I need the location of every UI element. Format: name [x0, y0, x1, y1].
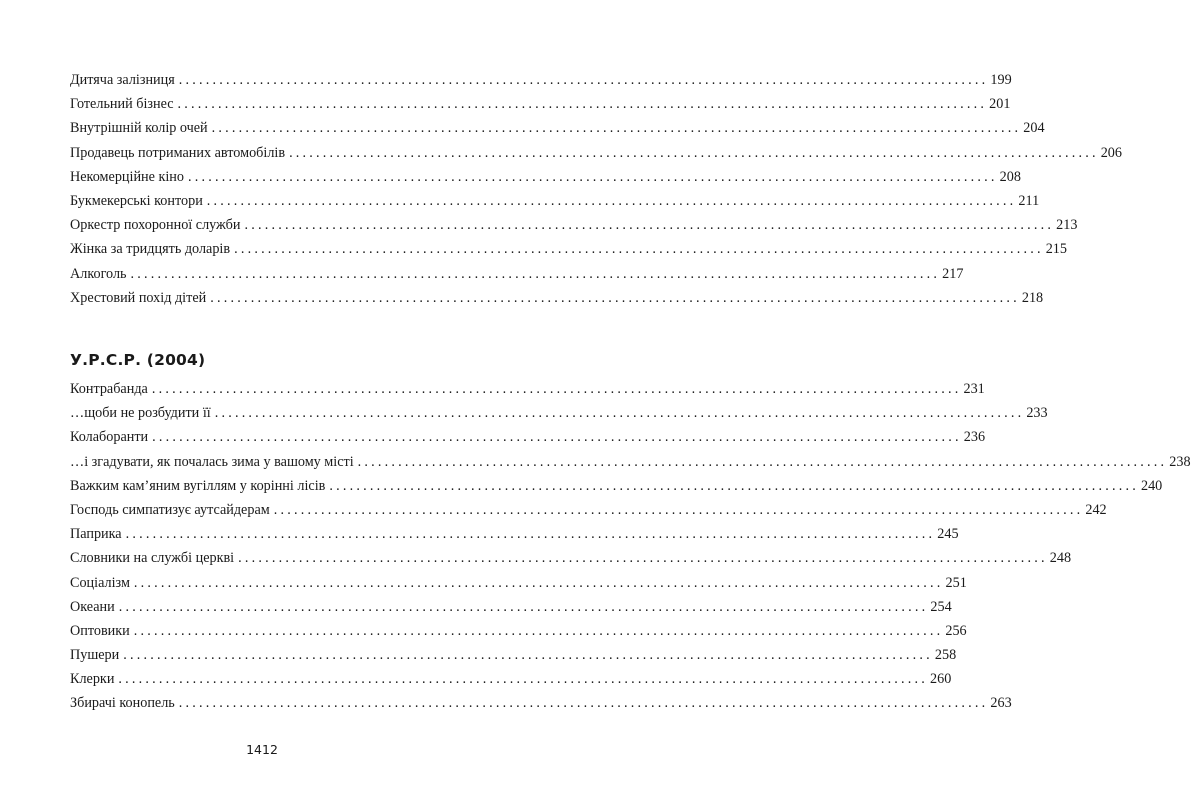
toc-entry-title: Контрабанда [70, 381, 148, 397]
dot-leader: ........................................................................................................................ [234, 241, 1044, 258]
toc-entry-page: 254 [930, 598, 952, 615]
toc-entry-page: 260 [930, 671, 952, 688]
toc-entry [70, 189, 1040, 213]
toc-entry-title: Хрестовий похід дітей [70, 289, 207, 306]
toc-entry [70, 92, 1011, 116]
dot-leader: ........................................................................................................................ [289, 144, 1099, 161]
toc-entry [70, 262, 964, 286]
toc-entry [70, 522, 959, 546]
toc-entry-title: Оркестр похоронної служби [70, 217, 241, 234]
dot-leader: ........................................................................................................................ [206, 192, 1017, 209]
toc-entry-title: Оптовики [70, 622, 130, 639]
dot-leader: ........................................................................................................................ [188, 168, 998, 185]
toc-entry-title: Словники на службі церкві [70, 550, 235, 567]
toc-entry-page: 263 [990, 695, 1012, 712]
toc-entry-title: Океани [70, 598, 115, 615]
toc-entry-page: 248 [1049, 550, 1072, 567]
dot-leader: ........................................................................................................................ [178, 72, 989, 88]
toc-entry-title: Важким кам’яним вугіллям у корінні лісів [70, 477, 326, 494]
toc-entry [70, 667, 952, 691]
dot-leader: ........................................................................................................................ [214, 405, 1025, 422]
toc-entry-title: Паприка [70, 526, 122, 543]
dot-leader: ........................................................................................................................ [125, 526, 936, 543]
toc-entry-page: 215 [1045, 241, 1067, 258]
toc-entry-page: 242 [1085, 501, 1107, 518]
dot-leader: ........................................................................................................................ [133, 574, 944, 591]
toc-entry-title: Некомерційне кіно [70, 168, 184, 185]
dot-leader: ........................................................................................................................ [123, 647, 933, 664]
toc-entry-page: 206 [1100, 144, 1122, 161]
dot-leader: ........................................................................................................................ [130, 265, 941, 282]
dot-leader: ........................................................................................................................ [329, 477, 1139, 494]
section-heading: У.Р.С.Р. (2004) [70, 351, 206, 369]
toc-entry-title: Жінка за тридцять доларів [70, 241, 231, 258]
toc-entry-title: Готельний бізнес [70, 96, 174, 113]
toc-entry-page: 240 [1140, 477, 1163, 494]
toc-entry [70, 68, 1012, 92]
toc-entry-title: Збирачі конопель [70, 695, 175, 712]
toc-entry [70, 377, 985, 401]
toc-entry-page: 236 [963, 429, 986, 446]
dot-leader: ........................................................................................................................ [244, 217, 1055, 234]
toc-entry [70, 286, 1044, 310]
toc-entry-page: 201 [989, 96, 1011, 113]
toc-entry-page: 199 [990, 72, 1012, 88]
toc-entry-title: Алкоголь [70, 265, 127, 282]
toc-entry [70, 595, 952, 619]
toc-entry [70, 165, 1021, 189]
toc-entry [70, 116, 1045, 140]
toc-entry [70, 546, 1072, 570]
toc-entry-title: Колаборанти [70, 429, 149, 446]
dot-leader: ........................................................................................................................ [118, 671, 929, 688]
toc-entry [70, 474, 1163, 498]
toc-entry [70, 643, 957, 667]
toc-entry-title: …і згадувати, як почалась зима у вашому місті [70, 453, 354, 470]
toc-entry-title: Дитяча залізниця [70, 72, 175, 88]
toc-entry [70, 498, 1107, 522]
toc-entry-title: Клерки [70, 671, 115, 688]
toc-entry-page: 217 [942, 265, 964, 282]
dot-leader: ........................................................................................................................ [118, 598, 929, 615]
toc-entry-title: …щоби не розбудити її [70, 405, 211, 422]
toc-entry-title: Пушери [70, 647, 120, 664]
toc-entry-title: Соціалізм [70, 574, 130, 591]
toc-list-part-1 [70, 68, 1122, 310]
toc-entry-page: 238 [1169, 453, 1191, 470]
toc-entry-page: 213 [1056, 217, 1078, 234]
dot-leader: ........................................................................................................................ [151, 381, 962, 397]
toc-entry [70, 425, 986, 449]
toc-entry-page: 251 [945, 574, 967, 591]
toc-entry [70, 450, 1191, 474]
dot-leader: ........................................................................................................................ [357, 453, 1168, 470]
dot-leader: ........................................................................................................................ [211, 120, 1022, 137]
toc-entry [70, 141, 1122, 165]
toc-entry [70, 401, 1048, 425]
toc-entry-page: 245 [937, 526, 959, 543]
toc-entry-page: 231 [963, 381, 985, 397]
toc-entry [70, 571, 967, 595]
toc-entry-title: Букмекерські контори [70, 192, 203, 209]
toc-entry-page: 208 [999, 168, 1021, 185]
toc-entry-page: 256 [945, 622, 967, 639]
toc-list-section [70, 377, 1191, 716]
dot-leader: ........................................................................................................................ [273, 501, 1084, 518]
toc-entry-title: Продавець потриманих автомобілів [70, 144, 286, 161]
toc-entry-page: 218 [1021, 289, 1044, 306]
dot-leader: ........................................................................................................................ [152, 429, 962, 446]
dot-leader: ........................................................................................................................ [238, 550, 1048, 567]
dot-leader: ........................................................................................................................ [178, 695, 989, 712]
toc-entry-page: 233 [1026, 405, 1048, 422]
toc-entry-page: 258 [934, 647, 957, 664]
toc-entry-title: Господь симпатизує аутсайдерам [70, 501, 270, 518]
toc-entry [70, 213, 1078, 237]
dot-leader: ........................................................................................................................ [133, 622, 944, 639]
toc-entry-title: Внутрішній колір очей [70, 120, 208, 137]
toc-entry [70, 619, 967, 643]
toc-entry-page: 211 [1018, 192, 1040, 209]
dot-leader: ........................................................................................................................ [177, 96, 988, 113]
page-number: 1412 [246, 742, 278, 757]
toc-entry [70, 691, 1012, 715]
dot-leader: ........................................................................................................................ [210, 289, 1020, 306]
toc-entry [70, 237, 1067, 261]
toc-entry-page: 204 [1023, 120, 1045, 137]
